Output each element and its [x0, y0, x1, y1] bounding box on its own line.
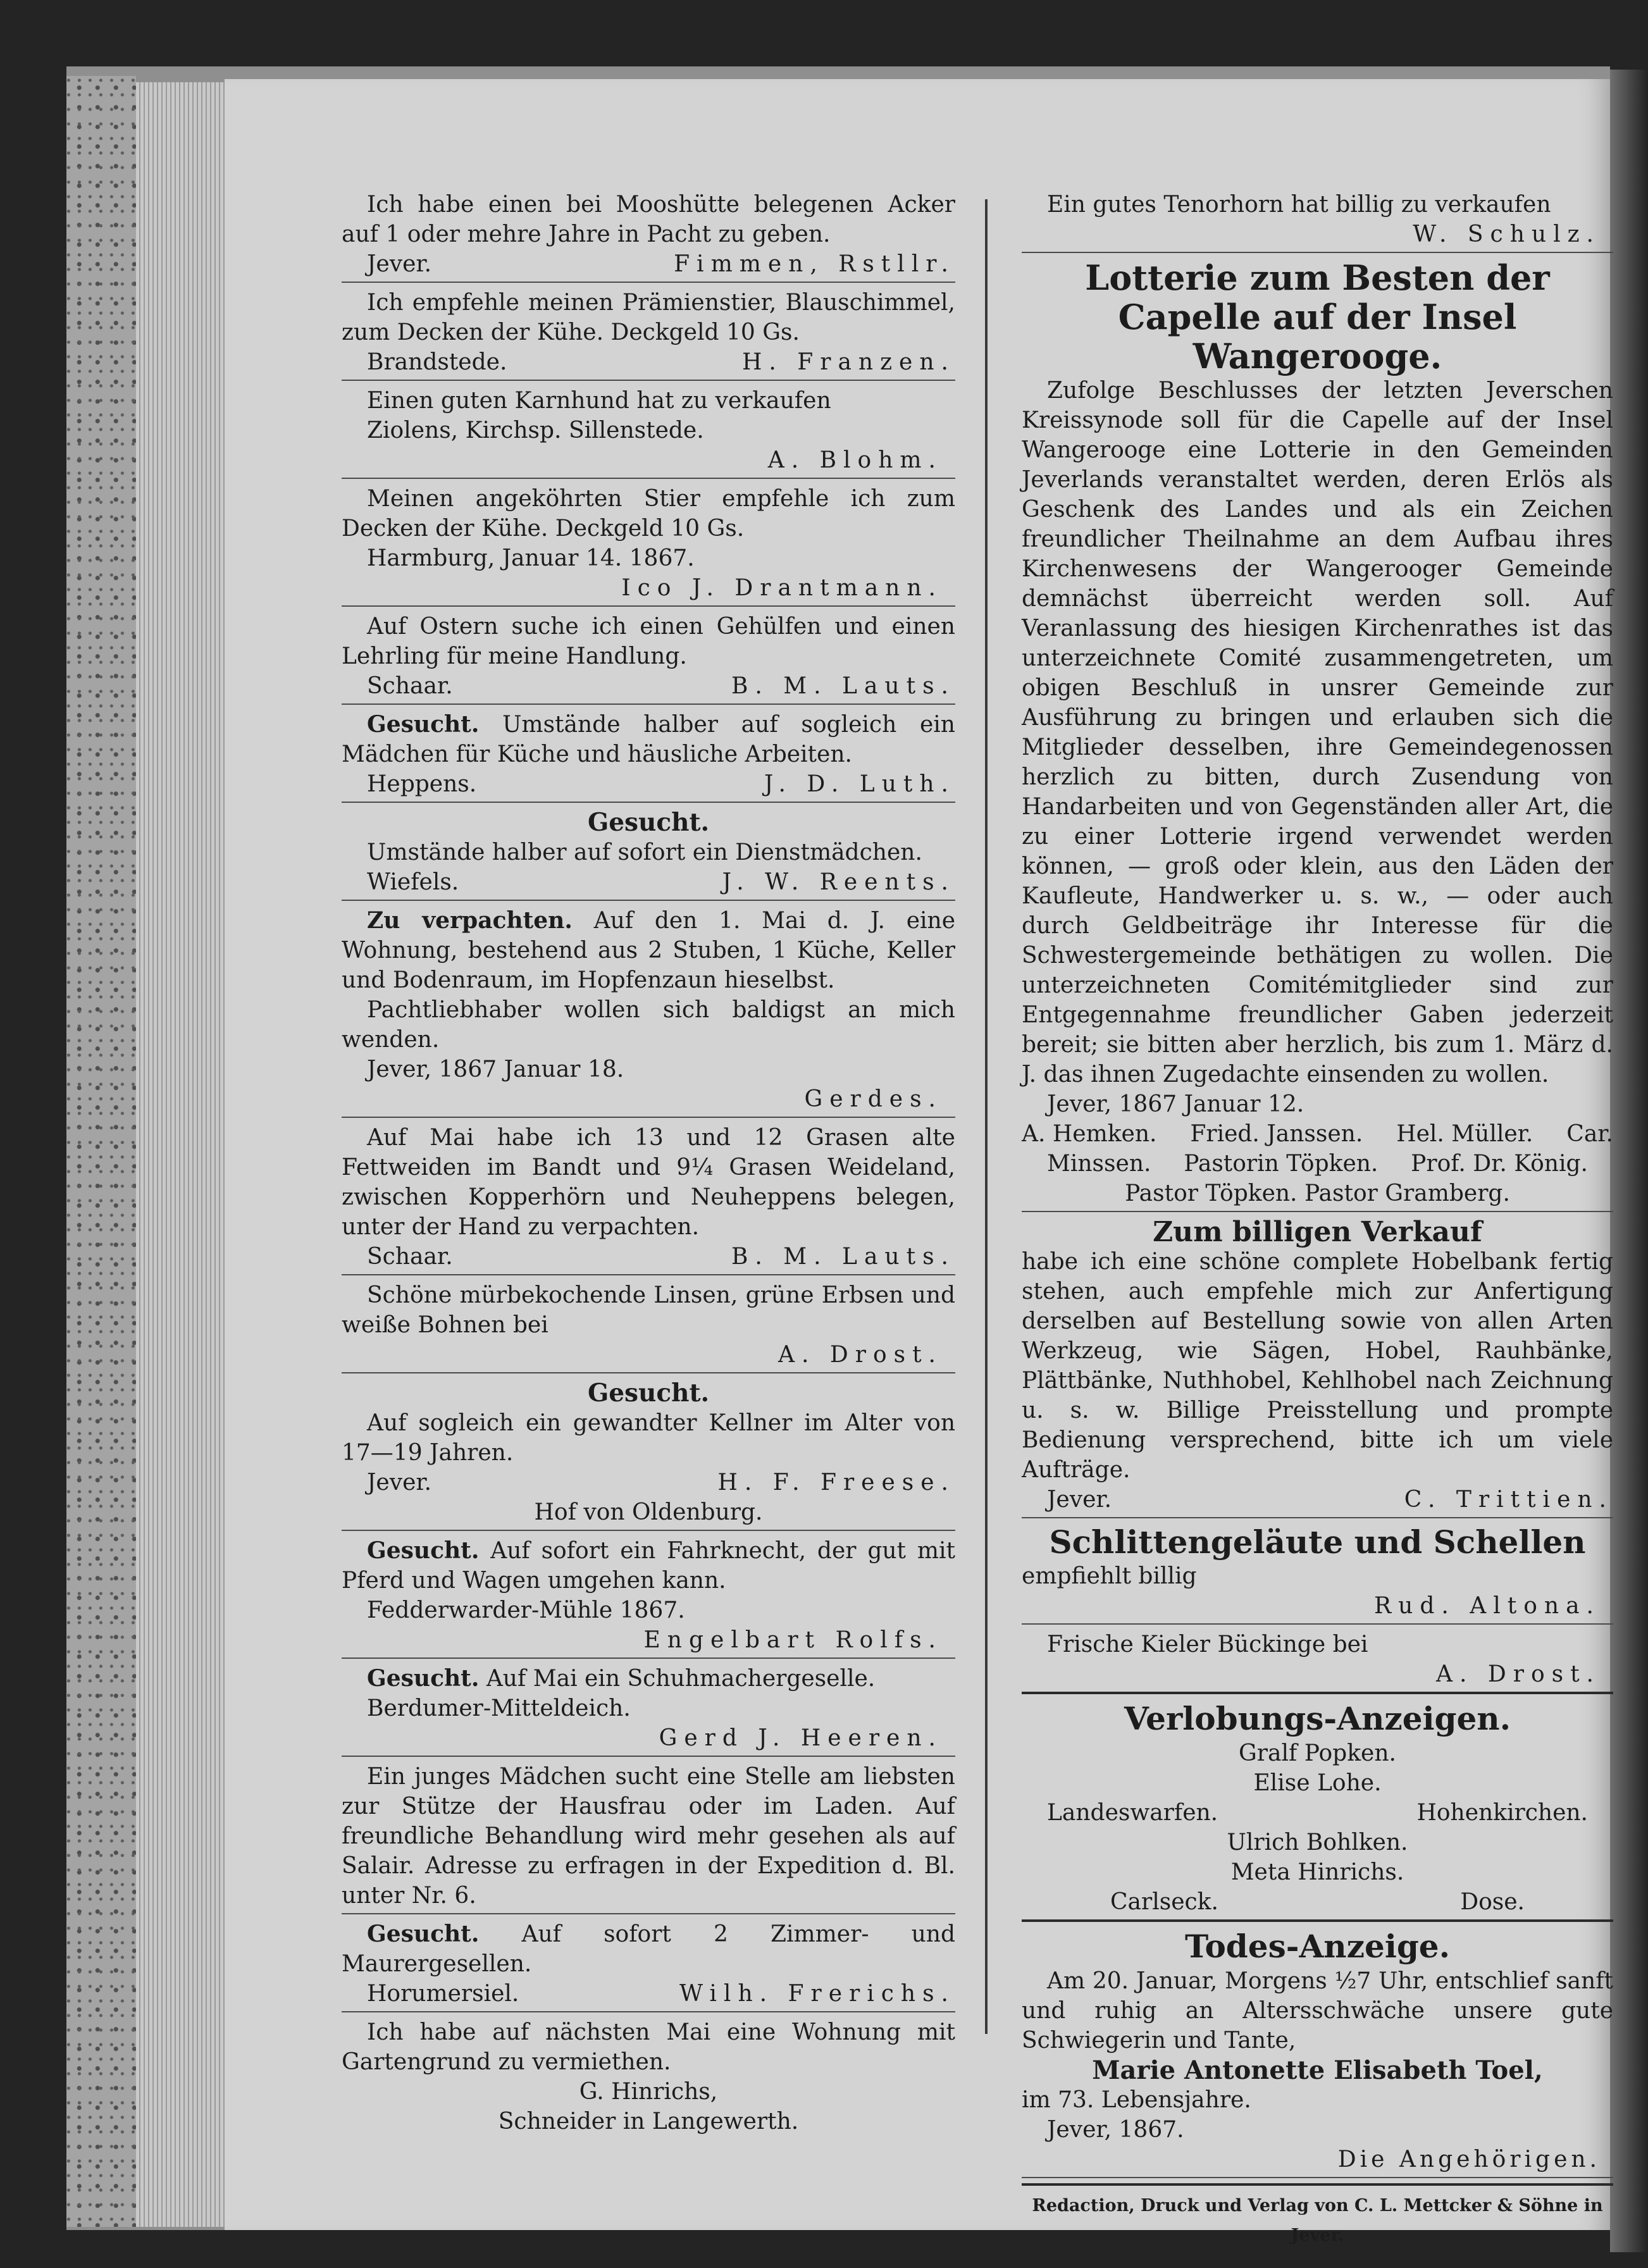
ad-name: A. Blohm. [767, 447, 943, 473]
signatory: Prof. Dr. König. [1411, 1151, 1588, 1177]
lotterie-body: Zufolge Beschlusses der letzten Jeverschen Kreissynode soll für die Capelle auf der Insel Wangerooge eine Lotterie in den Gemeinden Jeverlands veranstaltet werden, deren Erlös als Geschenk des Landes und als ein Zeichen freundlicher Theilnahme an dem Aufbau ihres Kirchenwesens der Wangerooger Gemeinde demnächst überreicht werden soll. Auf Veranlassung des hiesigen Kirchenrathes ist das unterzeichnete Comité zusammengetreten, um obigen Beschluß in unsrer Gemeinde zur Ausführung zu bringen und erlauben sich die Mitglieder desselben, ihre Gemeindegenossen herzlich zu bitten, durch Zusendung von Handarbeiten und von Gegenständen aller Art, die zu einer Lotterie irgend verwendet werden können, — groß oder klein, aus den Läden der Kaufleute, Handwerker u. s. w., — oder auch durch Geldbeiträge ihr Interesse für die Schwestergemeinde bethätigen zu wollen. Die unterzeichneten Comitémitglieder sind zur Entgegennahme freundlicher Gaben jederzeit bereit; sie bitten aber herzlich, bis zum 1. März d. J. das ihnen Zugedachte einsenden zu wollen. [1022, 378, 1613, 1088]
ad-name: W. Schulz. [1413, 221, 1601, 247]
ad-signature [1022, 2145, 1613, 2174]
ad-text: Umstände halber auf sofort ein Dienstmädchen. [367, 840, 922, 865]
ad-text: Jever, 1867 Januar 18. [367, 1057, 624, 1082]
ad-text: Auf sogleich ein gewandter Kellner im Alter von 17—19 Jahren. [342, 1410, 955, 1466]
classified-ad [342, 1664, 955, 1757]
ad-signature-extra: Hof von Oldenburg. [534, 1499, 763, 1525]
ad-place: Schaar. [367, 1244, 453, 1270]
classified-ad [342, 1536, 955, 1659]
ad-text [342, 1536, 955, 1596]
ad-text: Pachtliebhaber wollen sich baldigst an mich wenden. [342, 997, 955, 1053]
todes-date: Jever, 1867. [1047, 2117, 1184, 2143]
ad-lead: Zu verpachten. [367, 907, 573, 934]
ad-signature [342, 769, 955, 799]
ad-text: Harmburg, Januar 14. 1867. [367, 545, 695, 571]
verlobung-notice [1022, 1699, 1613, 1922]
lotterie-signatories [1022, 1119, 1613, 1149]
ad-text: Frische Kieler Bückinge bei [1047, 1632, 1368, 1658]
classified-ad [342, 710, 955, 803]
ad-name: J. D. Luth. [764, 771, 955, 797]
hobelbank-body: habe ich eine schöne complete Hobelbank fertig stehen, auch empfehle mich zur Anfertigung derselben auf Bestellung sowie von allen Arten Werkzeug, wie Sägen, Hobel, Rauhbänke, Plättbänke, Nuthhobel, Kehlhobel nach Zeichnung u. s. w. Billige Preisstellung und prompte Bedienung versprechend, bitte ich um viele Aufträge. [1022, 1249, 1613, 1483]
ad-signature [1022, 1591, 1613, 1621]
ad-lead: Gesucht. [367, 1537, 480, 1564]
ad-name: Fimmen, Rstllr. [674, 251, 955, 277]
ad-text: Ziolens, Kirchsp. Sillenstede. [367, 418, 704, 443]
schellen-title: Schlittengeläute und Schellen [1049, 1523, 1586, 1561]
ad-place: Schaar. [367, 673, 453, 699]
signatory: Fried. Janssen. [1190, 1121, 1363, 1147]
ad-signature [342, 1468, 955, 1497]
ad-name: Die Angehörigen. [1337, 2147, 1601, 2172]
ad-name: Gerd J. Heeren. [659, 1725, 943, 1751]
ad-signature [342, 1084, 955, 1114]
ad-name: A. Drost. [778, 1342, 943, 1368]
column-divider [985, 199, 988, 2034]
ad-lead: Gesucht. [367, 1921, 480, 1947]
ad-text: Ein junges Mädchen sucht eine Stelle am liebsten zur Stütze der Hausfrau oder im Laden. Auf freundliche Behandlung wird mehr gesehen als auf Salair. Adresse zu erfragen in der Expedition d. Bl. unter Nr. 6. [342, 1764, 955, 1909]
ad-place: Wiefels. [367, 869, 459, 895]
signatory: Hel. Müller. [1396, 1121, 1533, 1147]
classified-ad [342, 1919, 955, 2012]
lotterie-title: Lotterie zum Besten der Capelle auf der Insel Wangerooge. [1085, 257, 1550, 376]
ad-text: Fedderwarder-Mühle 1867. [367, 1597, 685, 1623]
ad-signature [342, 573, 955, 603]
signatory: Minssen. [1047, 1151, 1151, 1177]
verlobung-title: Verlobungs-Anzeigen. [1124, 1700, 1511, 1737]
ad-text [342, 906, 955, 995]
ad-name: Rud. Altona. [1374, 1593, 1601, 1619]
ad-name: A. Drost. [1435, 1661, 1601, 1687]
ad-place: Jever. [367, 1470, 432, 1496]
ad-text: Einen guten Karnhund hat zu verkaufen [367, 388, 831, 414]
ad-text: Berdumer-Mitteldeich. [367, 1695, 631, 1721]
tenorhorn-ad [1022, 190, 1613, 253]
ad-name: H. Franzen. [741, 349, 955, 375]
ad-text: Ich empfehle meinen Prämienstier, Blauschimmel, zum Decken der Kühe. Deckgeld 10 Gs. [342, 290, 955, 345]
place: Hohenkirchen. [1416, 1800, 1588, 1826]
ad-heading: Gesucht. [587, 1379, 710, 1408]
right-column [1022, 190, 1613, 2245]
place: Carlseck. [1110, 1889, 1218, 1915]
ad-signature [342, 347, 955, 377]
ad-signature [1022, 1659, 1613, 1689]
ad-signature [342, 249, 955, 279]
ad-place: Brandstede. [367, 349, 507, 375]
ad-signature-extra: Schneider in Langewerth. [498, 2109, 799, 2135]
ad-signature [342, 1242, 955, 1272]
ad-text [342, 1919, 955, 1979]
classified-ad [342, 1379, 955, 1531]
couple-places [1022, 1798, 1613, 1828]
ad-text: Schöne mürbekochende Linsen, grüne Erbsen und weiße Bohnen bei [342, 1282, 955, 1338]
ad-signature [342, 1723, 955, 1753]
classified-ad [342, 1762, 955, 1914]
signatory: Pastor Töpken. Pastor Gramberg. [1125, 1180, 1510, 1206]
ad-name: G. Hinrichs, [579, 2079, 718, 2105]
classified-ad [342, 484, 955, 607]
classified-ad [342, 1123, 955, 1275]
ad-place: Horumersiel. [367, 1981, 519, 2007]
ad-signature [342, 671, 955, 701]
ad-place: Jever. [367, 251, 432, 277]
ad-text: empfiehlt billig [1022, 1563, 1197, 1589]
ad-signature [342, 1625, 955, 1655]
left-column [342, 190, 955, 2144]
ad-name: Gerdes. [804, 1086, 943, 1112]
ad-signature [342, 445, 955, 475]
ad-place: Heppens. [367, 771, 477, 797]
signatory: Car. [1566, 1121, 1613, 1147]
ad-signature [1022, 1485, 1613, 1515]
ad-signature [342, 867, 955, 897]
signatory: Pastorin Töpken. [1184, 1151, 1378, 1177]
lotterie-date: Jever, 1867 Januar 12. [1047, 1091, 1304, 1117]
classified-ad [342, 288, 955, 381]
place: Landeswarfen. [1047, 1800, 1218, 1826]
buecklinge-ad [1022, 1630, 1613, 1694]
ad-lead: Gesucht. [367, 711, 480, 738]
ad-body: Auf sofort 2 Zimmer- und Maurergesellen. [342, 1921, 955, 1977]
ad-text: Ein gutes Tenorhorn hat billig zu verkaufen [1047, 192, 1551, 218]
ad-text: Ich habe auf nächsten Mai eine Wohnung mit Gartengrund zu vermiethen. [342, 2019, 955, 2075]
page-stack-edges [136, 82, 225, 2227]
lotterie-notice [1022, 258, 1613, 1212]
ad-body: Auf den 1. Mai d. J. eine Wohnung, bestehend aus 2 Stuben, 1 Küche, Keller und Bodenraum, im Hopfenzaun hieselbst. [342, 908, 956, 993]
page-gutter-shadow [1610, 70, 1648, 2252]
classified-ad [342, 1280, 955, 1373]
classified-ad [342, 808, 955, 901]
ad-text: Auf Mai habe ich 13 und 12 Grasen alte Fettweiden im Bandt und 9¼ Grasen Weideland, zwischen Kopperhörn und Neuheppens belegen, unter der Hand zu verpachten. [342, 1125, 955, 1240]
ad-body: Umstände halber auf sogleich ein Mädchen für Küche und häusliche Arbeiten. [342, 712, 955, 767]
hobelbank-title: Zum billigen Verkauf [1153, 1216, 1482, 1248]
classified-ad [342, 190, 955, 283]
classified-ad [342, 2017, 955, 2139]
ad-heading: Gesucht. [587, 808, 710, 837]
groom-name: Gralf Popken. [1239, 1740, 1396, 1766]
ad-name: Wilh. Frerichs. [679, 1981, 955, 2007]
signatory: A. Hemken. [1022, 1121, 1157, 1147]
ad-name: J. W. Reents. [722, 869, 955, 895]
ad-lead: Gesucht. [367, 1665, 480, 1692]
ad-text [342, 710, 955, 769]
ad-place: Jever. [1047, 1487, 1112, 1513]
ad-text [342, 1664, 955, 1694]
todes-title: Todes-Anzeige. [1184, 1928, 1451, 1965]
groom-name: Ulrich Bohlken. [1227, 1830, 1408, 1856]
ad-name: B. M. Lauts. [731, 1244, 955, 1270]
ad-name: Ico J. Drantmann. [621, 575, 943, 601]
todes-notice [1022, 1927, 1613, 2178]
couple-places [1022, 1887, 1613, 1917]
ad-text: Auf Ostern suche ich einen Gehülfen und einen Lehrling für meine Handlung. [342, 614, 955, 669]
ad-signature [342, 1979, 955, 2009]
ad-body: Auf sofort ein Fahrknecht, der gut mit Pferd und Wagen umgehen kann. [342, 1538, 955, 1594]
schellen-ad [1022, 1523, 1613, 1625]
todes-age: im 73. Lebensjahre. [1022, 2087, 1251, 2113]
classified-ad [342, 386, 955, 479]
deceased-name: Marie Antonette Elisabeth Toel, [1092, 2055, 1543, 2085]
marbled-page-edge [66, 76, 136, 2227]
classified-ad [342, 612, 955, 705]
bride-name: Meta Hinrichs. [1230, 1859, 1404, 1885]
classified-ad [342, 906, 955, 1118]
ad-name: H. F. Freese. [717, 1470, 955, 1496]
ad-name: C. Trittien. [1404, 1487, 1613, 1513]
ad-signature [1022, 220, 1613, 249]
ad-name: Engelbart Rolfs. [643, 1627, 943, 1653]
ad-name: B. M. Lauts. [731, 673, 955, 699]
ad-text: Meinen angeköhrten Stier empfehle ich zum Decken der Kühe. Deckgeld 10 Gs. [342, 486, 955, 542]
place: Dose. [1460, 1889, 1525, 1915]
hobelbank-ad [1022, 1217, 1613, 1518]
ad-text: Ich habe einen bei Mooshütte belegenen Acker auf 1 oder mehre Jahre in Pacht zu geben. [342, 192, 955, 247]
lotterie-signatories [1022, 1149, 1613, 1179]
imprint-footer: Redaction, Druck und Verlag von C. L. Mettcker & Söhne in Jever. [1022, 2183, 1613, 2250]
bride-name: Elise Lohe. [1253, 1770, 1382, 1796]
ad-body: Auf Mai ein Schuhmachergeselle. [486, 1666, 876, 1692]
todes-body: Am 20. Januar, Morgens ½7 Uhr, entschlief sanft und ruhig an Altersschwäche unsere gute Schwiegerin und Tante, [1022, 1968, 1613, 2054]
ad-signature [342, 1340, 955, 1370]
